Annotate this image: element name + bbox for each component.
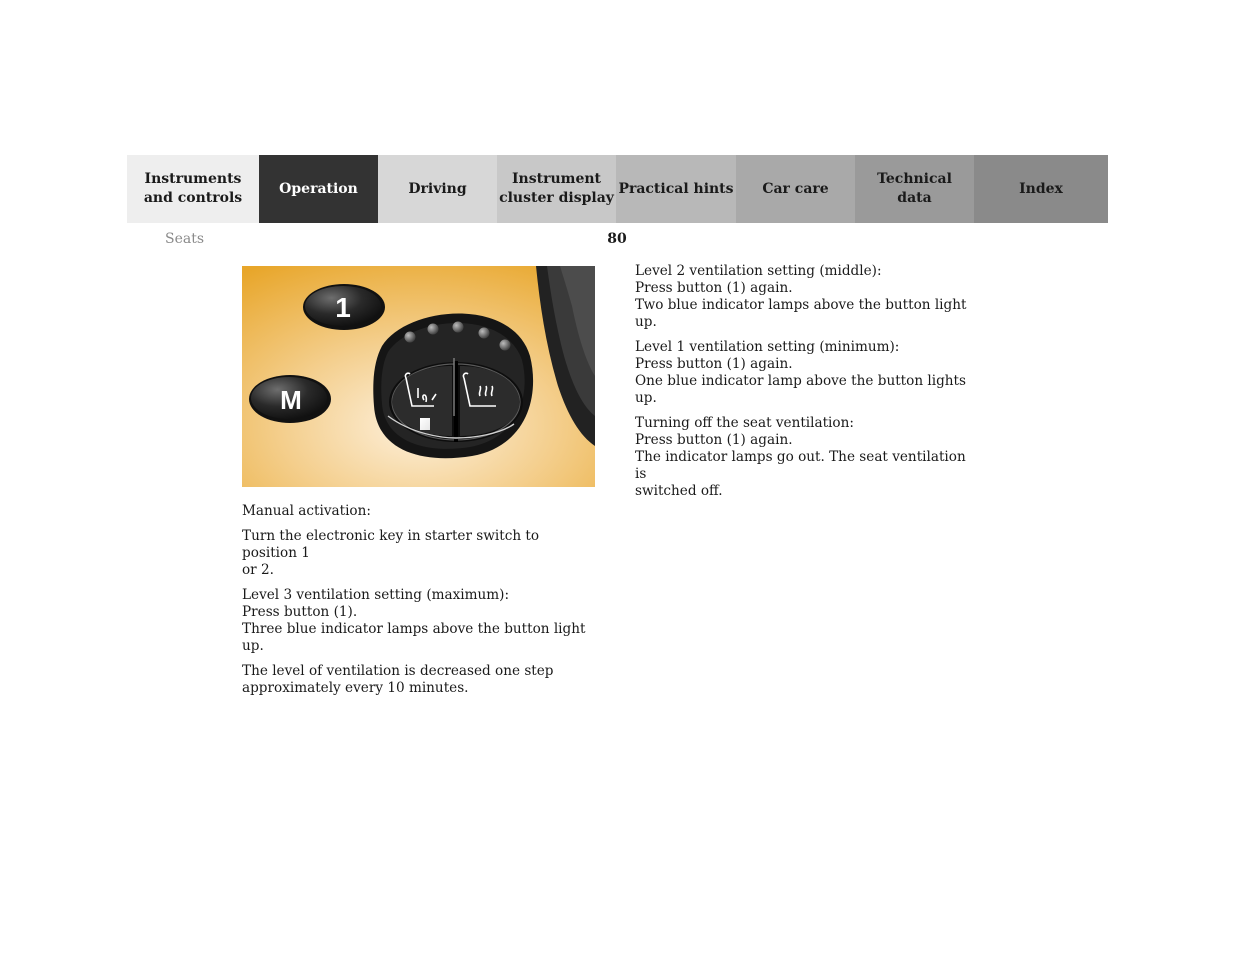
indicator-lamp <box>453 322 464 333</box>
tab-technical-data[interactable] <box>855 155 974 223</box>
tab-label: Index <box>1019 180 1063 197</box>
tab-driving[interactable] <box>378 155 497 223</box>
page-number: 80 <box>607 231 627 247</box>
tab-label: Car care <box>762 180 829 197</box>
seat-ventilation-switch-figure <box>242 266 595 487</box>
indicator-lamp <box>479 328 490 339</box>
tab-label: Driving <box>408 180 467 197</box>
switch-illustration <box>242 266 595 487</box>
paragraph: Level 2 ventilation setting (middle): Press button (1) again. Two blue indicator lamps above the button light up. <box>635 263 967 330</box>
tab-car-care[interactable] <box>736 155 855 223</box>
tab-instruments-and-controls[interactable] <box>127 155 259 223</box>
paragraph: The level of ventilation is decreased one step approximately every 10 minutes. <box>242 663 554 696</box>
indicator-lamp <box>405 332 416 343</box>
tab-label: Technical data <box>877 171 952 206</box>
paragraph: Level 3 ventilation setting (maximum): Press button (1). Three blue indicator lamps above the button light up. <box>242 587 586 654</box>
tab-label: Practical hints <box>618 180 734 197</box>
chapter-tabs <box>127 155 1108 223</box>
section-title: Seats <box>165 231 205 247</box>
right-text-column <box>635 263 980 508</box>
tab-operation[interactable] <box>259 155 378 223</box>
paragraph: Level 1 ventilation setting (minimum): Press button (1) again. One blue indicator lamp above the button lights up. <box>635 339 966 406</box>
paragraph: Turning off the seat ventilation: Press button (1) again. The indicator lamps go out. The seat ventilation is switched off. <box>635 415 966 499</box>
tab-index[interactable] <box>974 155 1108 223</box>
button-m[interactable] <box>249 375 331 423</box>
tab-label: Operation <box>279 180 358 197</box>
seat-switch-housing <box>373 314 533 459</box>
left-text-column <box>242 503 592 705</box>
paragraph: Manual activation: <box>242 503 371 519</box>
button-1-label: 1 <box>335 292 351 323</box>
tab-instrument-cluster-display[interactable] <box>497 155 616 223</box>
indicator-lamp <box>428 324 439 335</box>
button-m-label: M <box>280 385 302 415</box>
button-1[interactable] <box>303 284 385 330</box>
active-led <box>420 418 430 430</box>
indicator-lamp <box>500 340 511 351</box>
paragraph: Turn the electronic key in starter switch to position 1 or 2. <box>242 528 540 578</box>
tab-practical-hints[interactable] <box>616 155 736 223</box>
tab-label: Instrument cluster display <box>499 171 614 206</box>
tab-label: Instruments and controls <box>143 171 243 206</box>
